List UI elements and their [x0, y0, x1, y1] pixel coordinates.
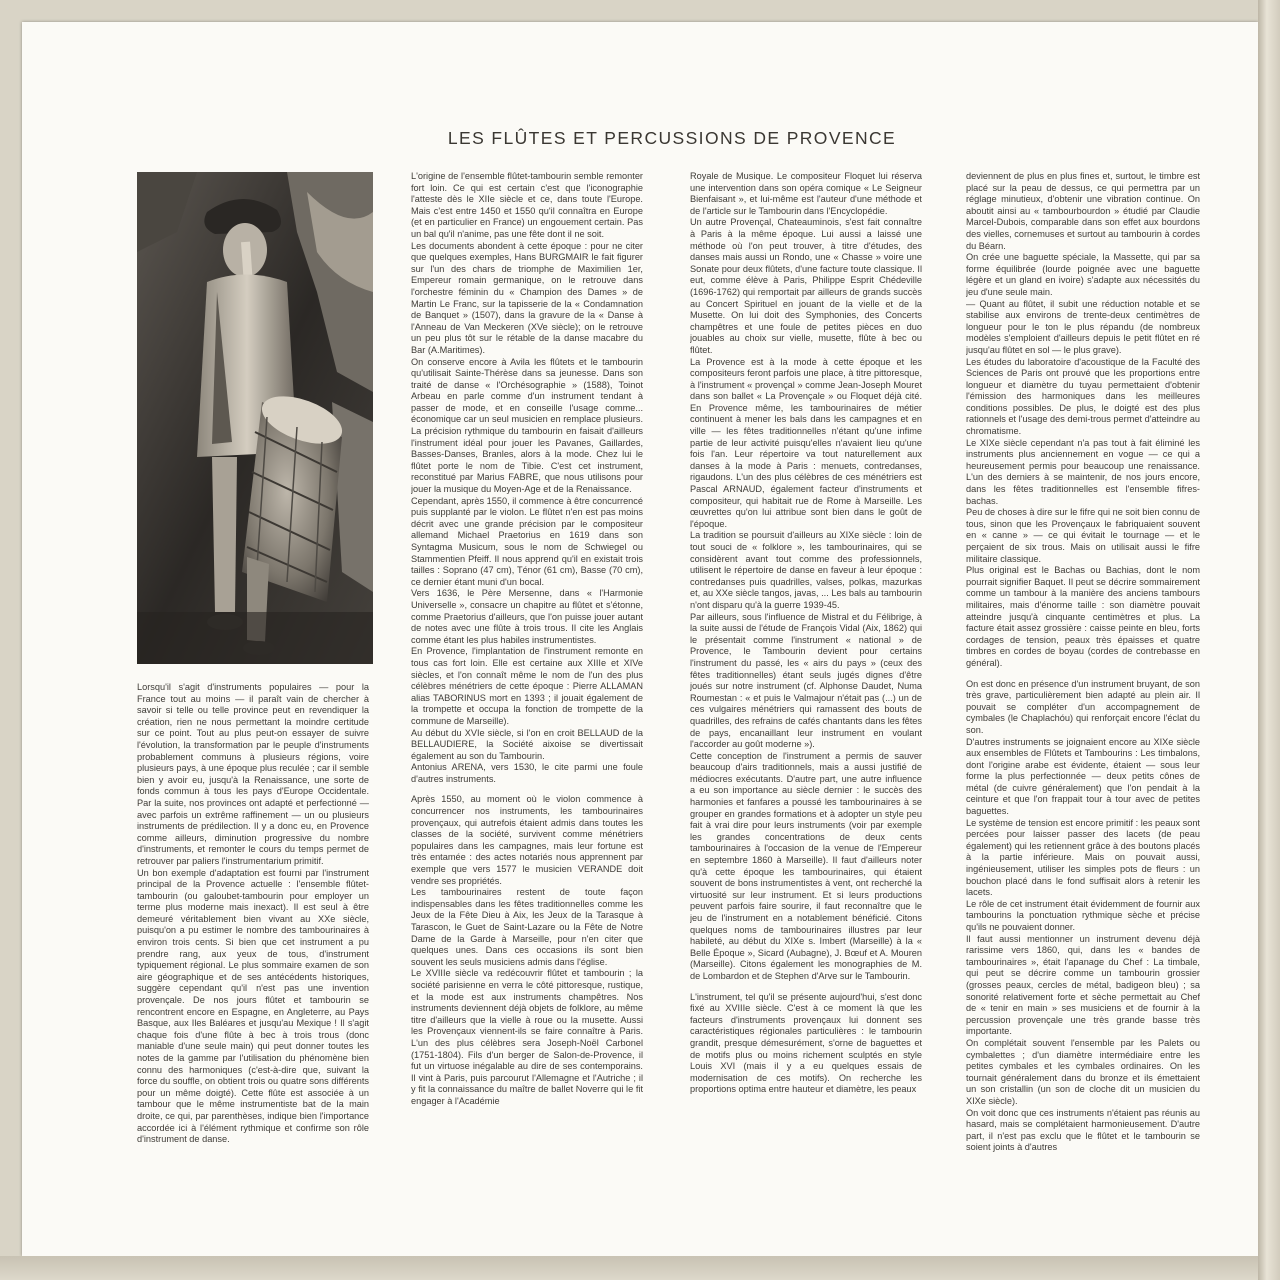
paragraph: deviennent de plus en plus fines et, surtout, le timbre est placé sur la peau de dessus, ce qui permettra par un réglage minutieux, d'obtenir une vibration continue. On aboutit ainsi au « tambourbourdon » étudié par Claudie Marcel-Dubois, comparable dans son effet aux bourdons des vielles, cornemuses et surtout au tambourin à cordes du Béarn.	[966, 171, 1200, 251]
musician-photo	[137, 172, 373, 664]
paragraph: L'origine de l'ensemble flûtet-tambourin semble remonter fort loin. Ce qui est certain c'est que l'iconographie l'atteste dès le XIIe siècle et ce, dans toute l'Europe. Mais c'est entre 1450 et 1550 qu'il connaîtra en Europe (et en particulier en France) un engouement certain. Pas un bal qu'il n'anime, pas une fête dont il ne soit.	[411, 171, 643, 239]
paragraph: Le système de tension est encore primitif : les peaux sont percées pour laisser passer des lacets (de peau également) qui les retiennent grâce à des boutons placés à la partie inférieure. Mais on pouvait aussi, ingénieusement, utiliser les simples pots de fleurs : un bouchon placé dans le fond suffisait alors à retenir les lacets.	[966, 817, 1200, 898]
paragraph: On complétait souvent l'ensemble par les Palets ou cymbalettes ; d'un diamètre intermédiaire entre les petites cymbales et les cymbales ordinaires. On les tournait généralement dans du bronze et ils émettaient un son cristallin (un son de cloche dit un musicien du XIXe siècle).	[966, 1037, 1200, 1106]
paragraph: D'autres instruments se joignaient encore au XIXe siècle aux ensembles de Flûtets et Tambourins : Les timbalons, dont l'origine arabe est évidente, étaient — sous leur forme la plus perfectionnée — deux petits cônes de métal (de cuivre généralement) que l'on pendait à la ceinture et que l'on frappait tour à tour avec de petites baguettes.	[966, 736, 1200, 817]
paragraph: Après 1550, au moment où le violon commence à concurrencer nos instruments, les tambourinaires provençaux, qui autrefois étaient admis dans toutes les classes de la société, survivent comme ménétriers populaires dans les campagnes, mais leur fortune est très entamée : des actes notariés nous apprennent par exemple que vers 1577 le musicien VERANDE doit vendre ses propriétés.	[411, 794, 643, 886]
paragraph: Il faut aussi mentionner un instrument devenu déjà rarissime vers 1860, qui, dans les « bandes de tambourinaires », était l'apanage du Chef : La timbale, qui peut se décrire comme un tambourin grossier (grosses peaux, cercles de métal, badigeon bleu) ; sa sonorité relativement forte et sèche permettait au Chef de « tenir en main » ses musiciens et de fournir à la percussion provençale une très grande basse très importante.	[966, 933, 1200, 1037]
paragraph: Les documents abondent à cette époque : pour ne citer que quelques exemples, Hans BURGMAIR le fait figurer sur l'un des chars de triomphe de Maximilien 1er, Empereur romain germanique, on le retrouve dans l'orchestre féminin du « Champion des Dames » de Martin Le Franc, sur la tapisserie de la « Condamnation de Banquet » (1507), dans la gravure de la « Danse à l'Anneau de Van Meckeren (XVe siècle); on le retrouve un peu plus tôt sur le rétable de la danse macabre du Bar (A.Maritimes).	[411, 240, 643, 355]
page-title: LES FLÛTES ET PERCUSSIONS DE PROVENCE	[447, 128, 897, 148]
sleeve-edge-bottom	[0, 1256, 1258, 1280]
paragraph: La tradition se poursuit d'ailleurs au XIXe siècle : loin de tout souci de « folklore », les tambourinaires, qui se considèrent avant tout comme des professionnels, utilisent le répertoire de danse en faveur à leur époque : contredanses puis quadrilles, valses, polkas, mazurkas et, au XXe siècle tangos, javas, ... Les bals au tambourin n'ont disparu qu'à la guerre 1939-45.	[690, 530, 922, 610]
paragraph: La Provence est à la mode à cette époque et les compositeurs feront parfois une place, à titre pittoresque, à l'instrument « provençal » comme Jean-Joseph Mouret dans son ballet « La Provençale » ou Floquet déjà cité. En Provence même, les tambourinaires de métier continuent à mener les bals dans les campagnes et en ville — les fêtes traditionnelles n'étant qu'une infime partie de leur activité puisqu'elles n'avaient lieu qu'une fois l'an. Leur répertoire va tout naturellement aux danses à la mode à Paris : menuets, contredanses, rigaudons. L'un des plus célèbres de ces ménétriers est Pascal ARNAUD, également facteur d'instruments et compositeur, qui habitait rue de Rome à Marseille. Les œuvrettes qu'on lui attribue sont bien dans le goût de l'époque.	[690, 356, 922, 529]
paragraph: Royale de Musique. Le compositeur Floquet lui réserva une intervention dans son opéra comique « Le Seigneur Bienfaisant », et lui-même est l'auteur d'une méthode et de l'article sur le Tambourin dans l'Encyclopédie.	[690, 171, 922, 216]
paragraph: Le XIXe siècle cependant n'a pas tout à fait éliminé les instruments plus anciennement en vogue — ce qui a heureusement permis pour beaucoup une renaissance. L'un des derniers à se maintenir, de nos jours encore, dans les fêtes traditionnelles est l'ensemble fifres-bachas.	[966, 437, 1200, 506]
paragraph: — Quant au flûtet, il subit une réduction notable et se stabilise aux environs de trente-deux centimètres de longueur pour le ton le plus répandu (de nombreux modèles s'emploient d'ailleurs depuis le petit flûtet en ré jusqu'au flûtet en sol — le plus grave).	[966, 298, 1200, 355]
text-column-1	[137, 682, 369, 1254]
paragraph: L'instrument, tel qu'il se présente aujourd'hui, s'est donc fixé au XVIIIe siècle. C'est à ce moment là que les facteurs d'instruments provençaux lui donnent ses caractéristiques régionales particulières : le tambourin grandit, presque démesurément, s'orne de baguettes et de motifs plus ou moins richement sculptés en style Louis XVI (mais il y a eu quelques essais de modernisation de ces motifs). On recherche les proportions optima entre hauteur et diamètre, les peaux	[690, 991, 922, 1095]
paragraph: En Provence, l'implantation de l'instrument remonte en tous cas fort loin. Elle est certaine aux XIIIe et XIVe siècles, et l'on connaît même le nom de l'un des plus célèbres ménétriers de cette époque : Pierre ALLAMAN alias TABORINUS mort en 1393 ; il jouait également de la trompette et occupa la fonction de trompette de la commune de Marseille).	[411, 646, 643, 726]
paragraph: Au début du XVIe siècle, si l'on en croit BELLAUD de la BELLAUDIERE, la Société aixoise se divertissait également au son du Tambourin.	[411, 727, 643, 761]
paragraph: On est donc en présence d'un instrument bruyant, de son très grave, particulièrement bien adapté au plein air. Il pouvait se compléter d'un accompagnement de cymbales (le Chaplachóu) qui renforçait encore l'éclat du son.	[966, 678, 1200, 735]
paragraph: Lorsqu'il s'agit d'instruments populaires — pour la France tout au moins — il paraît vain de chercher à savoir si telle ou telle province peut en revendiquer la création, rien ne nous permettant la moindre certitude sur ce point. Tout au plus peut-on essayer de suivre l'évolution, la transformation par le peuple d'instruments probablement communs à plusieurs régions, voire plusieurs pays, à une époque plus reculée ; car il semble bien y avoir eu, jusqu'à la Renaissance, une sorte de fonds commun à tous les pays d'Europe Occidentale. Par la suite, nos provinces ont adapté et perfectionné — avec parfois un extrême raffinement — un ou plusieurs instruments de prédilection. Il y a donc eu, en Provence comme ailleurs, diminution progressive du nombre d'instruments, et remonter le cours du temps permet de retrouver par paliers l'instrumentarium primitif.	[137, 682, 369, 866]
paragraph: Cependant, après 1550, il commence à être concurrencé puis supplanté par le violon. Le flûtet n'en est pas moins décrit avec une grande précision par le compositeur allemand Michael Praetorius en 1619 dans son Syntagma Musicum, sous le nom de Schwiegel ou Stammentien Pfeiff. Il nous apprend qu'il en existait trois tailles : Soprano (47 cm), Ténor (61 cm), Basse (70 cm), ce dernier étant muni d'un bocal.	[411, 495, 643, 587]
paragraph: Le rôle de cet instrument était évidemment de fournir aux tambourins la ponctuation rythmique sèche et précise qu'ils ne pouvaient donner.	[966, 898, 1200, 932]
paragraph: Cette conception de l'instrument a permis de sauver beaucoup d'airs traditionnels, mais a aussi justifié de médiocres exécutants. D'autre part, une autre influence a eu son importance au siècle dernier : le succès des harmonies et fanfares a poussé les tambourinaires à se grouper en grandes formations et à adopter un style peu fait à vrai dire pour leurs instruments (voir par exemple les grandes concentrations de deux cents tambourinaires à l'occasion de la venue de l'Empereur en septembre 1860 à Marseille). Il faut d'ailleurs noter qu'à cette époque les tambourinaires, qui étaient souvent de bons instrumentistes à vent, ont recherché la virtuosité sur leur instrument. Et si leurs productions peuvent parfois faire sourire, il faut reconnaître que le jeu de l'instrument en a notablement bénéficié. Citons quelques noms de tambourinaires illustres par leur habileté, au début du XIXe s. Imbert (Marseille) à la « Belle Époque », Sicard (Aubagne), J. Bœuf et A. Mouren (Marseille). Citons également les monographies de M. de Lombardon et de Stephen d'Arve sur le Tambourin.	[690, 750, 922, 981]
paragraph: Antonius ARENA, vers 1530, le cite parmi une foule d'autres instruments.	[411, 762, 643, 784]
paragraph: Un bon exemple d'adaptation est fourni par l'instrument principal de la Provence actuelle : l'ensemble flûtet-tambourin (ou galoubet-tambourin pour employer un terme plus moderne mais inexact). Il est seul à être demeuré véritablement bien vivant au XXe siècle, puisqu'on a pu estimer le nombre des tambourinaires à environ trois cents. Si bien que cet instrument a pu prendre rang, aux yeux de tous, d'instrument typiquement régional. Le plus sommaire examen de son aire géographique et de ses antécédents historiques, suggère cependant qu'il n'est pas une invention provençale. De nos jours flûtet et tambourin se rencontrent encore en Espagne, en Angleterre, au Pays Basque, aux Iles Baléares et jusqu'au Mexique ! Il s'agit chaque fois d'une flûte à bec à trois trous (donc maniable d'une seule main) qui peut donner toutes les notes de la gamme par l'utilisation du phénomène bien connu des harmoniques (c'est-à-dire que, suivant la force du souffle, on obtient trois ou quatre sons différents pour un même doigté). Cette flûte est associée à un tambour que le même instrumentiste bat de la main droite, ce qui, par parenthèses, indique bien l'importance accordée ici à l'élément rythmique et confirme son rôle d'instrument de danse.	[137, 867, 369, 1145]
paragraph: On conserve encore à Avila les flûtets et le tambourin qu'utilisait Sainte-Thérèse dans sa jeunesse. Dans son traité de danse « l'Orchésographie » (1588), Toinot Arbeau en parle comme d'un instrument tendant à passer de mode, et en conseille l'usage comme... économique car un seul musicien en remplace plusieurs. La précision rythmique du tambourin en faisait d'ailleurs l'instrument idéal pour jouer les Pavanes, Gaillardes, Basses-Danses, Branles, alors à la mode. Chez lui le flûtet porte le nom de Tibie. C'est cet instrument, reconstitué par Marius FABRE, que nous utilisons pour jouer la musique du Moyen-Age et de la Renaissance.	[411, 356, 643, 495]
musician-photo-icon	[137, 172, 373, 664]
paragraph: On voit donc que ces instruments n'étaient pas réunis au hasard, mais se complétaient harmonieusement. D'autre part, il n'est pas exclu que le flûtet et le tambourin se soient joints à d'autres	[966, 1107, 1200, 1153]
text-column-2	[411, 171, 643, 1251]
paragraph: Vers 1636, le Père Mersenne, dans « l'Harmonie Universelle », consacre un chapitre au flûtet et s'étonne, comme Praetorius d'ailleurs, que l'on puisse jouer autant de notes avec une flûte à trois trous. Il cite les Anglais comme étant les plus habiles instrumentistes.	[411, 588, 643, 645]
paragraph: Un autre Provençal, Chateauminois, s'est fait connaître à Paris à la même époque. Lui aussi a laissé une méthode où l'on peut trouver, à titre d'études, des danses mais aussi un Rondo, une « Chasse » voire une Sonate pour deux flûtets, d'une facture toute classique. Il eut, comme élève à Paris, Philippe Esprit Chédeville (1696-1762) qui remportait par ailleurs de grands succès au Concert Spirituel en jouant de la vielle et de la Musette. On lui doit des Symphonies, des Concerts champêtres et une foule de petites pièces en duo jouables au choix sur vielle, musette, flûte à bec ou flûtet.	[690, 217, 922, 355]
paragraph: On crée une baguette spéciale, la Massette, qui par sa forme équilibrée (lourde poignée avec une baguette légère et un gland en ivoire) s'adapte aux nécessités du jeu d'une seule main.	[966, 252, 1200, 297]
sleeve-edge-right	[1258, 0, 1280, 1280]
paragraph: Les tambourinaires restent de toute façon indispensables dans les fêtes traditionnelles comme les Jeux de la Fête Dieu à Aix, les Jeux de la Tarasque à Tarascon, le Guet de Saint-Lazare ou la Fête de Notre Dame de la Garde à Marseille, pour n'en citer que quelques unes. Dans ces occasions ils sont bien souvent les seuls musiciens admis dans l'église.	[411, 887, 643, 967]
paragraph: Plus original est le Bachas ou Bachias, dont le nom pourrait signifier Baquet. Il peut se décrire sommairement comme un tambour à la manière des anciens tambours militaires, mais d'énorme taille : son diamètre pouvait atteindre jusqu'à cinquante centimètres et plus. La facture était assez grossière : caisse peinte en bleu, forts cordages de tension, peaux très épaisses et quatre timbres en cordes de boyau (cordes de contrebasse en général).	[966, 565, 1200, 668]
paragraph: Peu de choses à dire sur le fifre qui ne soit bien connu de tous, sinon que les Provençaux le fabriquaient souvent en « canne » — ce qui évitait le tournage — et le perçaient de six trous. Mais on utilisait aussi le fifre militaire classique.	[966, 507, 1200, 564]
liner-notes-page	[22, 22, 1258, 1256]
text-column-4	[966, 171, 1200, 1251]
paragraph: Par ailleurs, sous l'influence de Mistral et du Félibrige, à la suite aussi de l'étude de François Vidal (Aix, 1862) qui le présentait comme l'instrument « national » de Provence, le Tambourin devient pour certains l'instrument du passé, les « airs du pays » (ceux des fêtes traditionnelles) étant seuls jugés dignes d'être joués sur notre instrument (cf. Alphonse Daudet, Numa Roumestan : « et puis le Valmajour n'était pas (...) un de ces vulgaires ménétriers qui ramassent des bouts de quadrilles, des refrains de cafés chantants dans les fêtes de pays, encanaillant leur instrument en voulant l'accorder au goût moderne »).	[690, 611, 922, 750]
text-column-3	[690, 171, 922, 1251]
paragraph: Le XVIIIe siècle va redécouvrir flûtet et tambourin ; la société parisienne en verra le côté pittoresque, rustique, et la mode est aux instruments champêtres. Nos instruments deviennent déjà objets de folklore, au même titre d'ailleurs que la vielle à roue ou la musette. Aussi les Provençaux viennent-ils se faire connaître à Paris. L'un des plus célèbres sera Joseph-Noël Carbonel (1751-1804). Fils d'un berger de Salon-de-Provence, il fut un virtuose inégalable au dire de ses contemporains. Il vint à Paris, puis parcourut l'Allemagne et l'Autriche ; il y fit la connaissance du maître de ballet Noverre qui le fit engager à l'Académie	[411, 968, 643, 1106]
paragraph: Les études du laboratoire d'acoustique de la Faculté des Sciences de Paris ont prouvé que les proportions entre longueur et diamètre du tuyau permettaient d'obtenir l'émission des harmoniques dans les meilleures conditions possibles. De plus, le doigté est des plus rationnels et l'usage des demi-trous permet d'atteindre au chromatisme.	[966, 356, 1200, 437]
